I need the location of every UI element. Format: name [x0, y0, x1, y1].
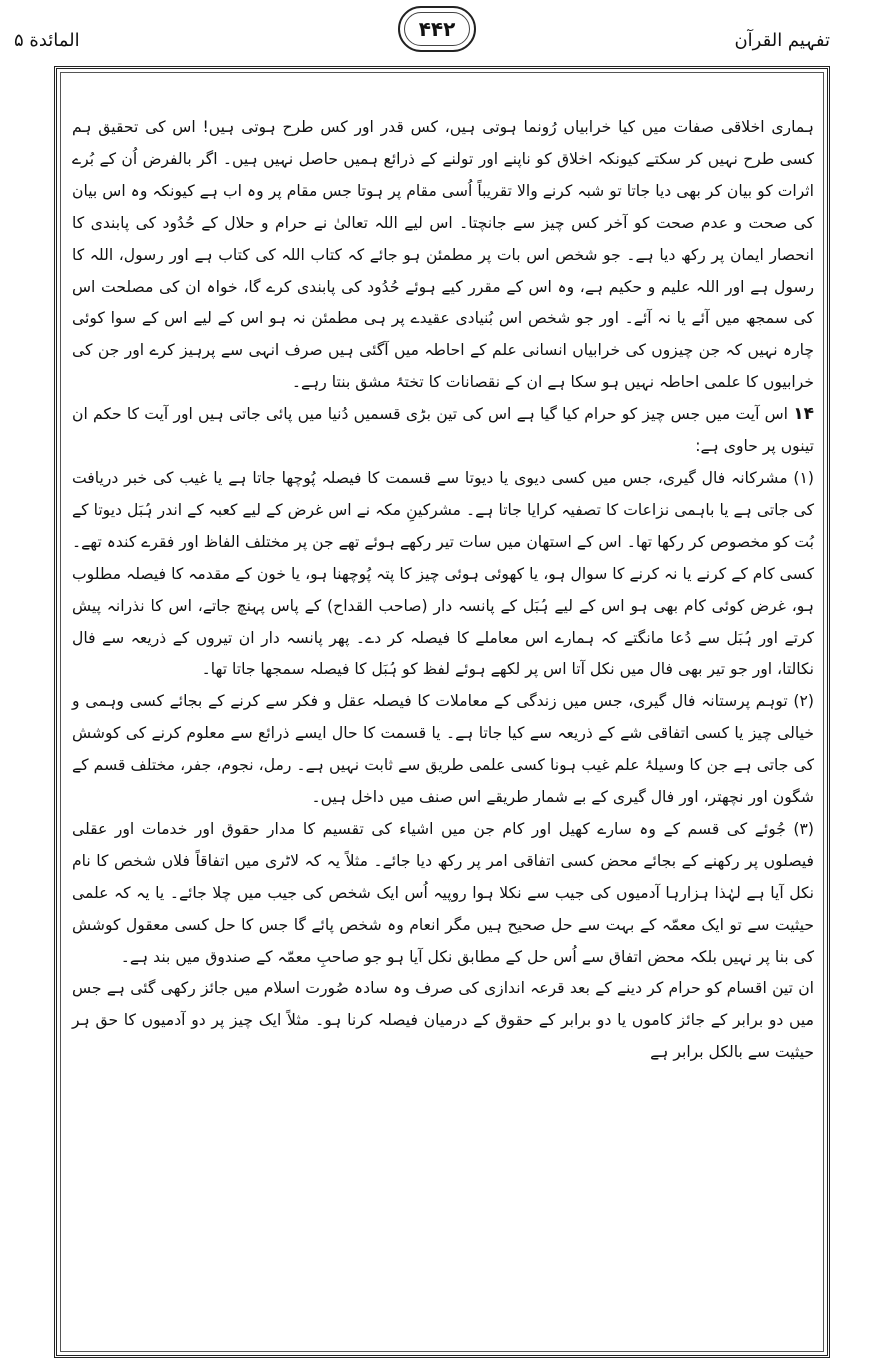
item-1-paragraph: (۱) مشرکانہ فال گیری، جس میں کسی دیوی یا دیوتا سے قسمت کا فیصلہ پُوچھا جاتا ہے یا غیب کی خبر دریافت کی جاتی ہے یا باہمی نزاعات کا تصفیہ کرایا جاتا ہے۔ مشرکینِ مکہ نے اس غرض کے لیے کعبہ کے اندر ہُبَل دیوتا کے بُت کو مخصوص کر رکھا تھا۔ اس کے استھان میں سات تیر رکھے ہوئے تھے جن پر مختلف الفاظ اور فقرے کندہ تھے۔ کسی کام کے کرنے یا نہ کرنے کا سوال ہو، یا کھوئی ہوئی چیز کا پتہ پُوچھنا ہو، یا خون کے مقدمہ کا فیصلہ مطلوب ہو، غرض کوئی کام بھی ہو اس کے لیے ہُبَل کے پانسہ دار (صاحب القداح) کے پاس پہنچ جاتے، اس کا نذرانہ پیش کرتے اور ہُبَل سے دُعا مانگتے کہ ہمارے اس معاملے کا فیصلہ کر دے۔ پھر پانسہ دار ان تیروں کے ذریعہ سے فال نکالتا، اور جو تیر بھی فال میں نکل آتا اس پر لکھے ہوئے لفظ کو ہُبَل کا فیصلہ سمجھا جاتا تھا۔	[72, 468, 814, 679]
note-text: اس آیت میں جس چیز کو حرام کیا گیا ہے اس کی تین بڑی قسمیں دُنیا میں پائی جاتی ہیں اور آیت کا حکم ان تینوں پر حاوی ہے:	[72, 405, 814, 456]
book-title: تفہیم القرآن	[734, 30, 830, 51]
item-2-paragraph: (۲) توہم پرستانہ فال گیری، جس میں زندگی کے معاملات کا فیصلہ عقل و فکر سے کرنے کے بجائے کسی وہمی و خیالی چیز یا کسی اتفاقی شے کے ذریعہ سے کیا جاتا ہے۔ یا قسمت کا حال ایسے ذرائع سے معلوم کرنے کی کوشش کی جاتی ہے جن کا وسیلۂ علم غیب ہونا کسی علمی طریق سے ثابت نہیں ہے۔ رمل، نجوم، جفر، مختلف قسم کے شگون اور نچھتر، اور فال گیری کے بے شمار طریقے اس صنف میں داخل ہیں۔	[72, 692, 814, 807]
commentary-body	[72, 112, 814, 1342]
surah-name: المائدة ۵	[14, 30, 80, 51]
closing-paragraph: ان تین اقسام کو حرام کر دینے کے بعد قرعہ اندازی کی صرف وہ سادہ صُورت اسلام میں جائز رکھی گئی ہے جس میں دو برابر کے جائز کاموں یا دو برابر کے حقوق کے درمیان فیصلہ کرنا ہو۔ مثلاً ایک چیز پر دو آدمیوں کا حق ہر حیثیت سے بالکل برابر ہے	[72, 979, 814, 1062]
intro-paragraph: ہماری اخلاقی صفات میں کیا خرابیاں رُونما ہوتی ہیں، کس قدر اور کس طرح ہوتی ہیں! اس کی تحقیق ہم کسی طرح نہیں کر سکتے کیونکہ اخلاق کو ناپنے اور تولنے کے ذرائع ہمیں حاصل نہیں ہیں۔ اگر بالفرض اُن کے بُرے اثرات کو بیان کر بھی دیا جاتا تو شبہ کرنے والا تقریباً اُسی مقام پر ہوتا جس مقام پر وہ اب ہے کیونکہ وہ اس بیان کی صحت و عدم صحت کو آخر کس چیز سے جانچتا۔ اس لیے اللہ تعالیٰ نے حرام و حلال کے حُدُود کی پابندی کا انحصار ایمان پر رکھ دیا ہے۔ جو شخص اس بات پر مطمئن ہو جائے کہ کتاب اللہ کی کتاب ہے اور رسول، اللہ کا رسول ہے اور اللہ علیم و حکیم ہے، وہ اس کے مقرر کیے ہوئے حُدُود کی پابندی کرے گا، خواہ ان کی مصلحت اس کی سمجھ میں آئے یا نہ آئے۔ اور جو شخص اس بُنیادی عقیدے پر ہی مطمئن نہ ہو اس کے لیے اس کے سوا کوئی چارہ نہیں کہ جن چیزوں کی خرابیاں انسانی علم کے احاطہ میں آگئی ہیں صرف انہی سے پرہیز کرے اور جن کی خرابیوں کا علمی احاطہ نہیں ہو سکا ہے ان کے نقصانات کا تختۂ مشق بنتا رہے۔	[72, 118, 814, 392]
page-number: ۴۴۲	[418, 17, 456, 41]
note-paragraph	[72, 399, 814, 463]
note-marker: ۱۴	[793, 404, 814, 425]
page-number-badge	[398, 6, 476, 52]
item-3-paragraph: (۳) جُوئے کی قسم کے وہ سارے کھیل اور کام جن میں اشیاء کی تقسیم کا مدار حقوق اور خدمات اور عقلی فیصلوں پر رکھنے کے بجائے محض کسی اتفاقی امر پر رکھ دیا جائے۔ مثلاً یہ کہ لاٹری میں اتفاقاً فلاں شخص کا نام نکل آیا ہے لہٰذا ہزارہا آدمیوں کی جیب سے نکلا ہوا روپیہ اُس ایک شخص کی جیب میں چلا جائے۔ یا یہ کہ علمی حیثیت سے تو ایک معمّہ کے بہت سے حل صحیح ہیں مگر انعام وہ شخص پائے گا جس کا حل کسی معقول کوشش کی بنا پر نہیں بلکہ محض اتفاق سے اُس حل کے مطابق نکل آیا ہو جو صاحبِ معمّہ کے صندوق میں بند ہے۔	[72, 819, 814, 966]
